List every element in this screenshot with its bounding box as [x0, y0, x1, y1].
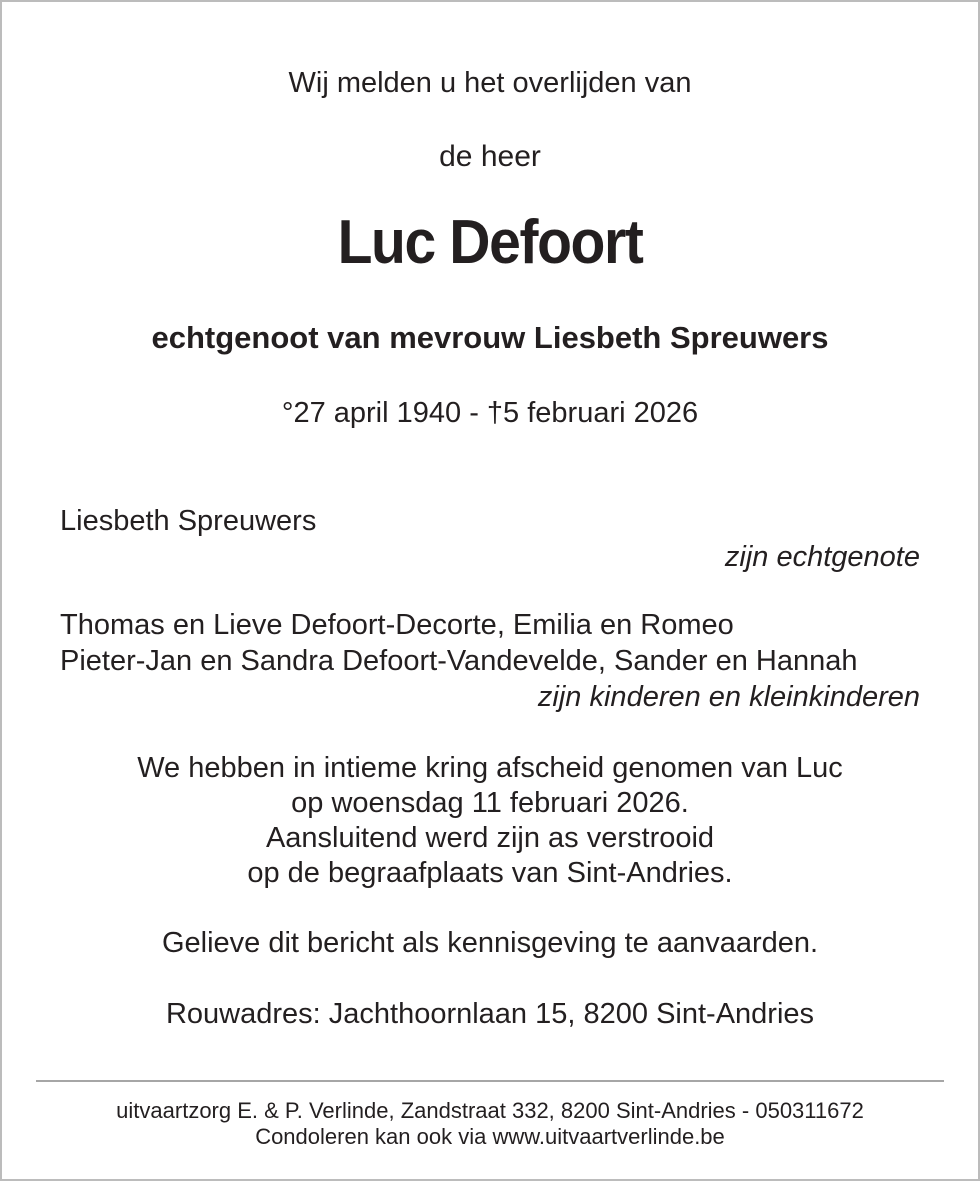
mourning-address: Rouwadres: Jachthoornlaan 15, 8200 Sint-Andries — [165, 998, 815, 1030]
message-line: Aansluitend werd zijn as verstrooid — [265, 822, 715, 854]
message-line: We hebben in intieme kring afscheid genomen van Luc — [137, 752, 843, 784]
title-prefix: de heer — [439, 140, 541, 173]
acknowledgement-text: Gelieve dit bericht als kennisgeving te aanvaarden. — [161, 927, 819, 959]
spouse-line: echtgenoot van mevrouw Liesbeth Spreuwers — [151, 320, 829, 355]
spouse-name: Liesbeth Spreuwers — [60, 505, 317, 537]
deceased-name: Luc Defoort — [337, 208, 643, 277]
life-dates: °27 april 1940 - †5 februari 2026 — [281, 397, 699, 429]
funeral-home-info: uitvaartzorg E. & P. Verlinde, Zandstraat 332, 8200 Sint-Andries - 050311672 — [116, 1098, 864, 1123]
children-role: zijn kinderen en kleinkinderen — [537, 681, 920, 713]
message-line: op woensdag 11 februari 2026. — [291, 787, 689, 819]
intro-text: Wij melden u het overlijden van — [288, 67, 692, 99]
message-line: op de begraafplaats van Sint-Andries. — [247, 857, 733, 889]
child-family-line: Pieter-Jan en Sandra Defoort-Vandevelde, Sander en Hannah — [60, 645, 858, 677]
spouse-role: zijn echtgenote — [724, 541, 920, 573]
footer-divider — [36, 1080, 944, 1082]
child-family-line: Thomas en Lieve Defoort-Decorte, Emilia en Romeo — [60, 609, 734, 641]
condolence-info: Condoleren kan ook via www.uitvaartverlinde.be — [255, 1124, 725, 1149]
